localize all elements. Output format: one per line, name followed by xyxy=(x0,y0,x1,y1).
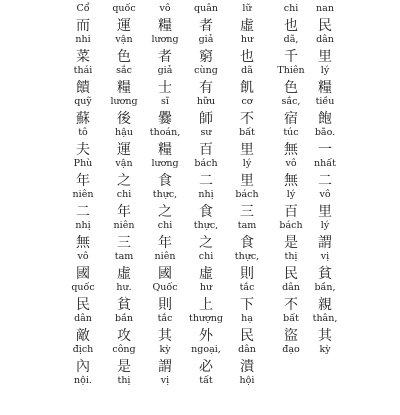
reading-text: kỳ xyxy=(319,344,331,355)
reading-text: vô xyxy=(159,3,171,14)
hanzi-text: 無 xyxy=(76,235,90,251)
hanzi-text: 內 xyxy=(76,359,90,375)
reading-text: tam xyxy=(114,251,134,262)
reading-text: thực, xyxy=(234,251,260,262)
reading-text: lý xyxy=(320,220,330,231)
hanzi-text: 其 xyxy=(318,328,332,344)
reading-text: vô xyxy=(285,158,297,169)
hanzi-text: 後 xyxy=(117,111,131,127)
reading-text: bần xyxy=(114,313,134,324)
reading-text: quân xyxy=(194,3,218,14)
reading-text: bách xyxy=(235,189,259,200)
reading-text: bão. xyxy=(314,127,336,138)
reading-text: nội. xyxy=(74,375,92,386)
hanzi-text: 一 xyxy=(318,142,332,158)
hanzi-text: 食 xyxy=(199,204,213,220)
reading-text: vô xyxy=(319,189,331,200)
hanzi-text: 運 xyxy=(117,18,131,34)
reading-text: thị xyxy=(284,251,298,262)
hanzi-text: 下 xyxy=(240,297,254,313)
text-row xyxy=(0,375,400,415)
hanzi-text: 而 xyxy=(76,18,90,34)
reading-text: lương xyxy=(151,158,179,169)
reading-text: hạ xyxy=(241,313,253,324)
hanzi-text: 者 xyxy=(199,18,213,34)
reading-text: dân xyxy=(238,344,256,355)
hanzi-text: 也 xyxy=(240,49,254,65)
hanzi-text: 盜 xyxy=(284,328,298,344)
hanzi-text: 不 xyxy=(284,297,298,313)
hanzi-text: 其 xyxy=(158,328,172,344)
reading-text: quốc xyxy=(112,3,136,14)
reading-text: tam xyxy=(237,220,257,231)
hanzi-text: 虛 xyxy=(117,266,131,282)
hanzi-text: 食 xyxy=(158,173,172,189)
reading-text: hữu xyxy=(196,96,216,107)
reading-text: lữ xyxy=(242,3,252,14)
reading-text: Cổ xyxy=(76,3,90,14)
reading-text: chi xyxy=(283,3,299,14)
reading-text: hậu xyxy=(115,127,133,138)
reading-text: nhị xyxy=(75,220,91,231)
reading-text: bách xyxy=(194,158,218,169)
hanzi-text: 國 xyxy=(76,266,90,282)
reading-text: lương xyxy=(110,96,138,107)
reading-text: giả xyxy=(157,65,173,76)
hanzi-text: 也 xyxy=(284,18,298,34)
hanzi-text: 里 xyxy=(318,204,332,220)
hanzi-text: 里 xyxy=(240,142,254,158)
hanzi-text: 色 xyxy=(117,49,131,65)
reading-text: giả xyxy=(198,34,214,45)
reading-text: vị xyxy=(320,251,330,262)
reading-text: thực, xyxy=(193,220,219,231)
reading-text: hư. xyxy=(116,282,132,293)
reading-text: thực, xyxy=(152,189,178,200)
reading-text: tắc xyxy=(157,313,173,324)
hanzi-text: 糧 xyxy=(158,142,172,158)
reading-text: hư xyxy=(199,282,213,293)
hanzi-text: 糧 xyxy=(158,18,172,34)
reading-text: niên xyxy=(72,189,94,200)
reading-text: bất xyxy=(239,127,255,138)
hanzi-text: 二 xyxy=(76,204,90,220)
reading-text: nhi xyxy=(75,34,91,45)
hanzi-text: 蘇 xyxy=(76,111,90,127)
hanzi-text: 民 xyxy=(76,297,90,313)
reading-text: tất xyxy=(199,375,213,386)
hanzi-text: 必 xyxy=(199,359,213,375)
reading-text: thoán, xyxy=(149,127,181,138)
hanzi-text: 有 xyxy=(199,80,213,96)
reading-text: dân xyxy=(316,34,334,45)
hanzi-text: 三 xyxy=(117,235,131,251)
reading-text: địch xyxy=(72,344,94,355)
hanzi-text: 里 xyxy=(318,49,332,65)
reading-text: vận xyxy=(115,158,133,169)
hanzi-text: 潰 xyxy=(240,359,254,375)
reading-text: nan xyxy=(316,3,334,14)
reading-text: nhất xyxy=(314,158,336,169)
hanzi-text: 色 xyxy=(284,80,298,96)
reading-text: thượng xyxy=(189,313,223,324)
hanzi-text: 無 xyxy=(284,173,298,189)
hanzi-text: 貧 xyxy=(117,297,131,313)
hanzi-text: 親 xyxy=(318,297,332,313)
hanzi-text: 糧 xyxy=(318,80,332,96)
hanzi-text: 謂 xyxy=(158,359,172,375)
hanzi-text: 二 xyxy=(318,173,332,189)
hanzi-text: 飢 xyxy=(240,80,254,96)
reading-text: sĩ xyxy=(161,96,169,107)
reading-text: lý xyxy=(320,65,330,76)
reading-text: Phù xyxy=(73,158,93,169)
hanzi-text: 三 xyxy=(240,204,254,220)
hanzi-text: 糧 xyxy=(117,80,131,96)
reading-text: lý xyxy=(286,189,296,200)
hanzi-text: 士 xyxy=(158,80,172,96)
hanzi-text: 之 xyxy=(199,235,213,251)
reading-text: dân xyxy=(74,313,92,324)
reading-text: lương xyxy=(151,34,179,45)
hanzi-text: 上 xyxy=(199,297,213,313)
hanzi-text: 虛 xyxy=(240,18,254,34)
hanzi-text: 則 xyxy=(158,297,172,313)
hanzi-text: 敵 xyxy=(76,328,90,344)
reading-text: nhị xyxy=(198,189,214,200)
reading-text: bách xyxy=(279,220,303,231)
reading-text: vô xyxy=(77,251,89,262)
hanzi-text: 菜 xyxy=(76,49,90,65)
hanzi-text: 是 xyxy=(117,359,131,375)
hanzi-text: 百 xyxy=(199,142,213,158)
hanzi-text: 外 xyxy=(199,328,213,344)
hanzi-text: 年 xyxy=(76,173,90,189)
text-cell xyxy=(222,375,272,415)
reading-text: quỹ xyxy=(74,96,92,107)
reading-text: cơ xyxy=(241,96,253,107)
reading-text: dã, xyxy=(283,34,299,45)
reading-text: tô xyxy=(78,127,88,138)
reading-text: kỳ xyxy=(159,344,171,355)
hanzi-text: 虛 xyxy=(199,266,213,282)
reading-text: niên xyxy=(113,220,135,231)
hanzi-text: 二 xyxy=(199,173,213,189)
text-cell xyxy=(300,375,350,415)
hanzi-text: 之 xyxy=(117,173,131,189)
reading-text: cùng xyxy=(194,65,218,76)
hanzi-text: 年 xyxy=(117,204,131,220)
hanzi-text: 年 xyxy=(158,235,172,251)
reading-text: sắc, xyxy=(281,96,301,107)
reading-text: dân xyxy=(282,282,300,293)
reading-text: tiều xyxy=(315,96,335,107)
reading-text: hư xyxy=(240,34,254,45)
reading-text: dã xyxy=(241,65,253,76)
hanzi-text: 民 xyxy=(240,328,254,344)
hanzi-text: 謂 xyxy=(318,235,332,251)
hanzi-text: 窮 xyxy=(199,49,213,65)
reading-text: Quốc xyxy=(152,282,178,293)
reading-text: tắc xyxy=(239,282,255,293)
hanzi-text: 不 xyxy=(240,111,254,127)
reading-text: chi xyxy=(198,251,214,262)
reading-text: túc xyxy=(283,127,299,138)
reading-text: thái xyxy=(73,65,93,76)
reading-text: vị xyxy=(160,375,170,386)
hanzi-text: 則 xyxy=(240,266,254,282)
hanzi-text: 無 xyxy=(284,142,298,158)
reading-text: thị xyxy=(117,375,131,386)
reading-text: bất xyxy=(283,313,299,324)
hanzi-text: 之 xyxy=(158,204,172,220)
hanzi-text: 夫 xyxy=(76,142,90,158)
reading-text: hội xyxy=(239,375,255,386)
hanzi-text: 爨 xyxy=(158,111,172,127)
reading-text: công xyxy=(112,344,136,355)
hanzi-text: 百 xyxy=(284,204,298,220)
reading-text: thân, xyxy=(312,313,338,324)
reading-text: chi xyxy=(116,189,132,200)
hanzi-text: 者 xyxy=(158,49,172,65)
hanzi-text: 民 xyxy=(284,266,298,282)
hanzi-text: 饋 xyxy=(76,80,90,96)
hanzi-text: 師 xyxy=(199,111,213,127)
reading-text: niên xyxy=(154,251,176,262)
hanzi-text: 是 xyxy=(284,235,298,251)
hanzi-text: 宿 xyxy=(284,111,298,127)
reading-text: sư xyxy=(200,127,212,138)
reading-text: chi xyxy=(157,220,173,231)
hanzi-text: 貧 xyxy=(318,266,332,282)
hanzi-text: 飽 xyxy=(318,111,332,127)
hanzi-text: 運 xyxy=(117,142,131,158)
reading-text: vận xyxy=(115,34,133,45)
reading-text: bần, xyxy=(314,282,336,293)
hanzi-text: 國 xyxy=(158,266,172,282)
reading-text: Thiên xyxy=(277,65,305,76)
hanzi-text: 里 xyxy=(240,173,254,189)
hanzi-text: 攻 xyxy=(117,328,131,344)
reading-text: lý xyxy=(242,158,252,169)
reading-text: sắc xyxy=(116,65,132,76)
reading-text: ngoại, xyxy=(191,344,221,355)
reading-text: đạo xyxy=(282,344,300,355)
hanzi-text: 食 xyxy=(240,235,254,251)
hanzi-text: 民 xyxy=(318,18,332,34)
hanzi-text: 千 xyxy=(284,49,298,65)
reading-text: quốc xyxy=(71,282,95,293)
